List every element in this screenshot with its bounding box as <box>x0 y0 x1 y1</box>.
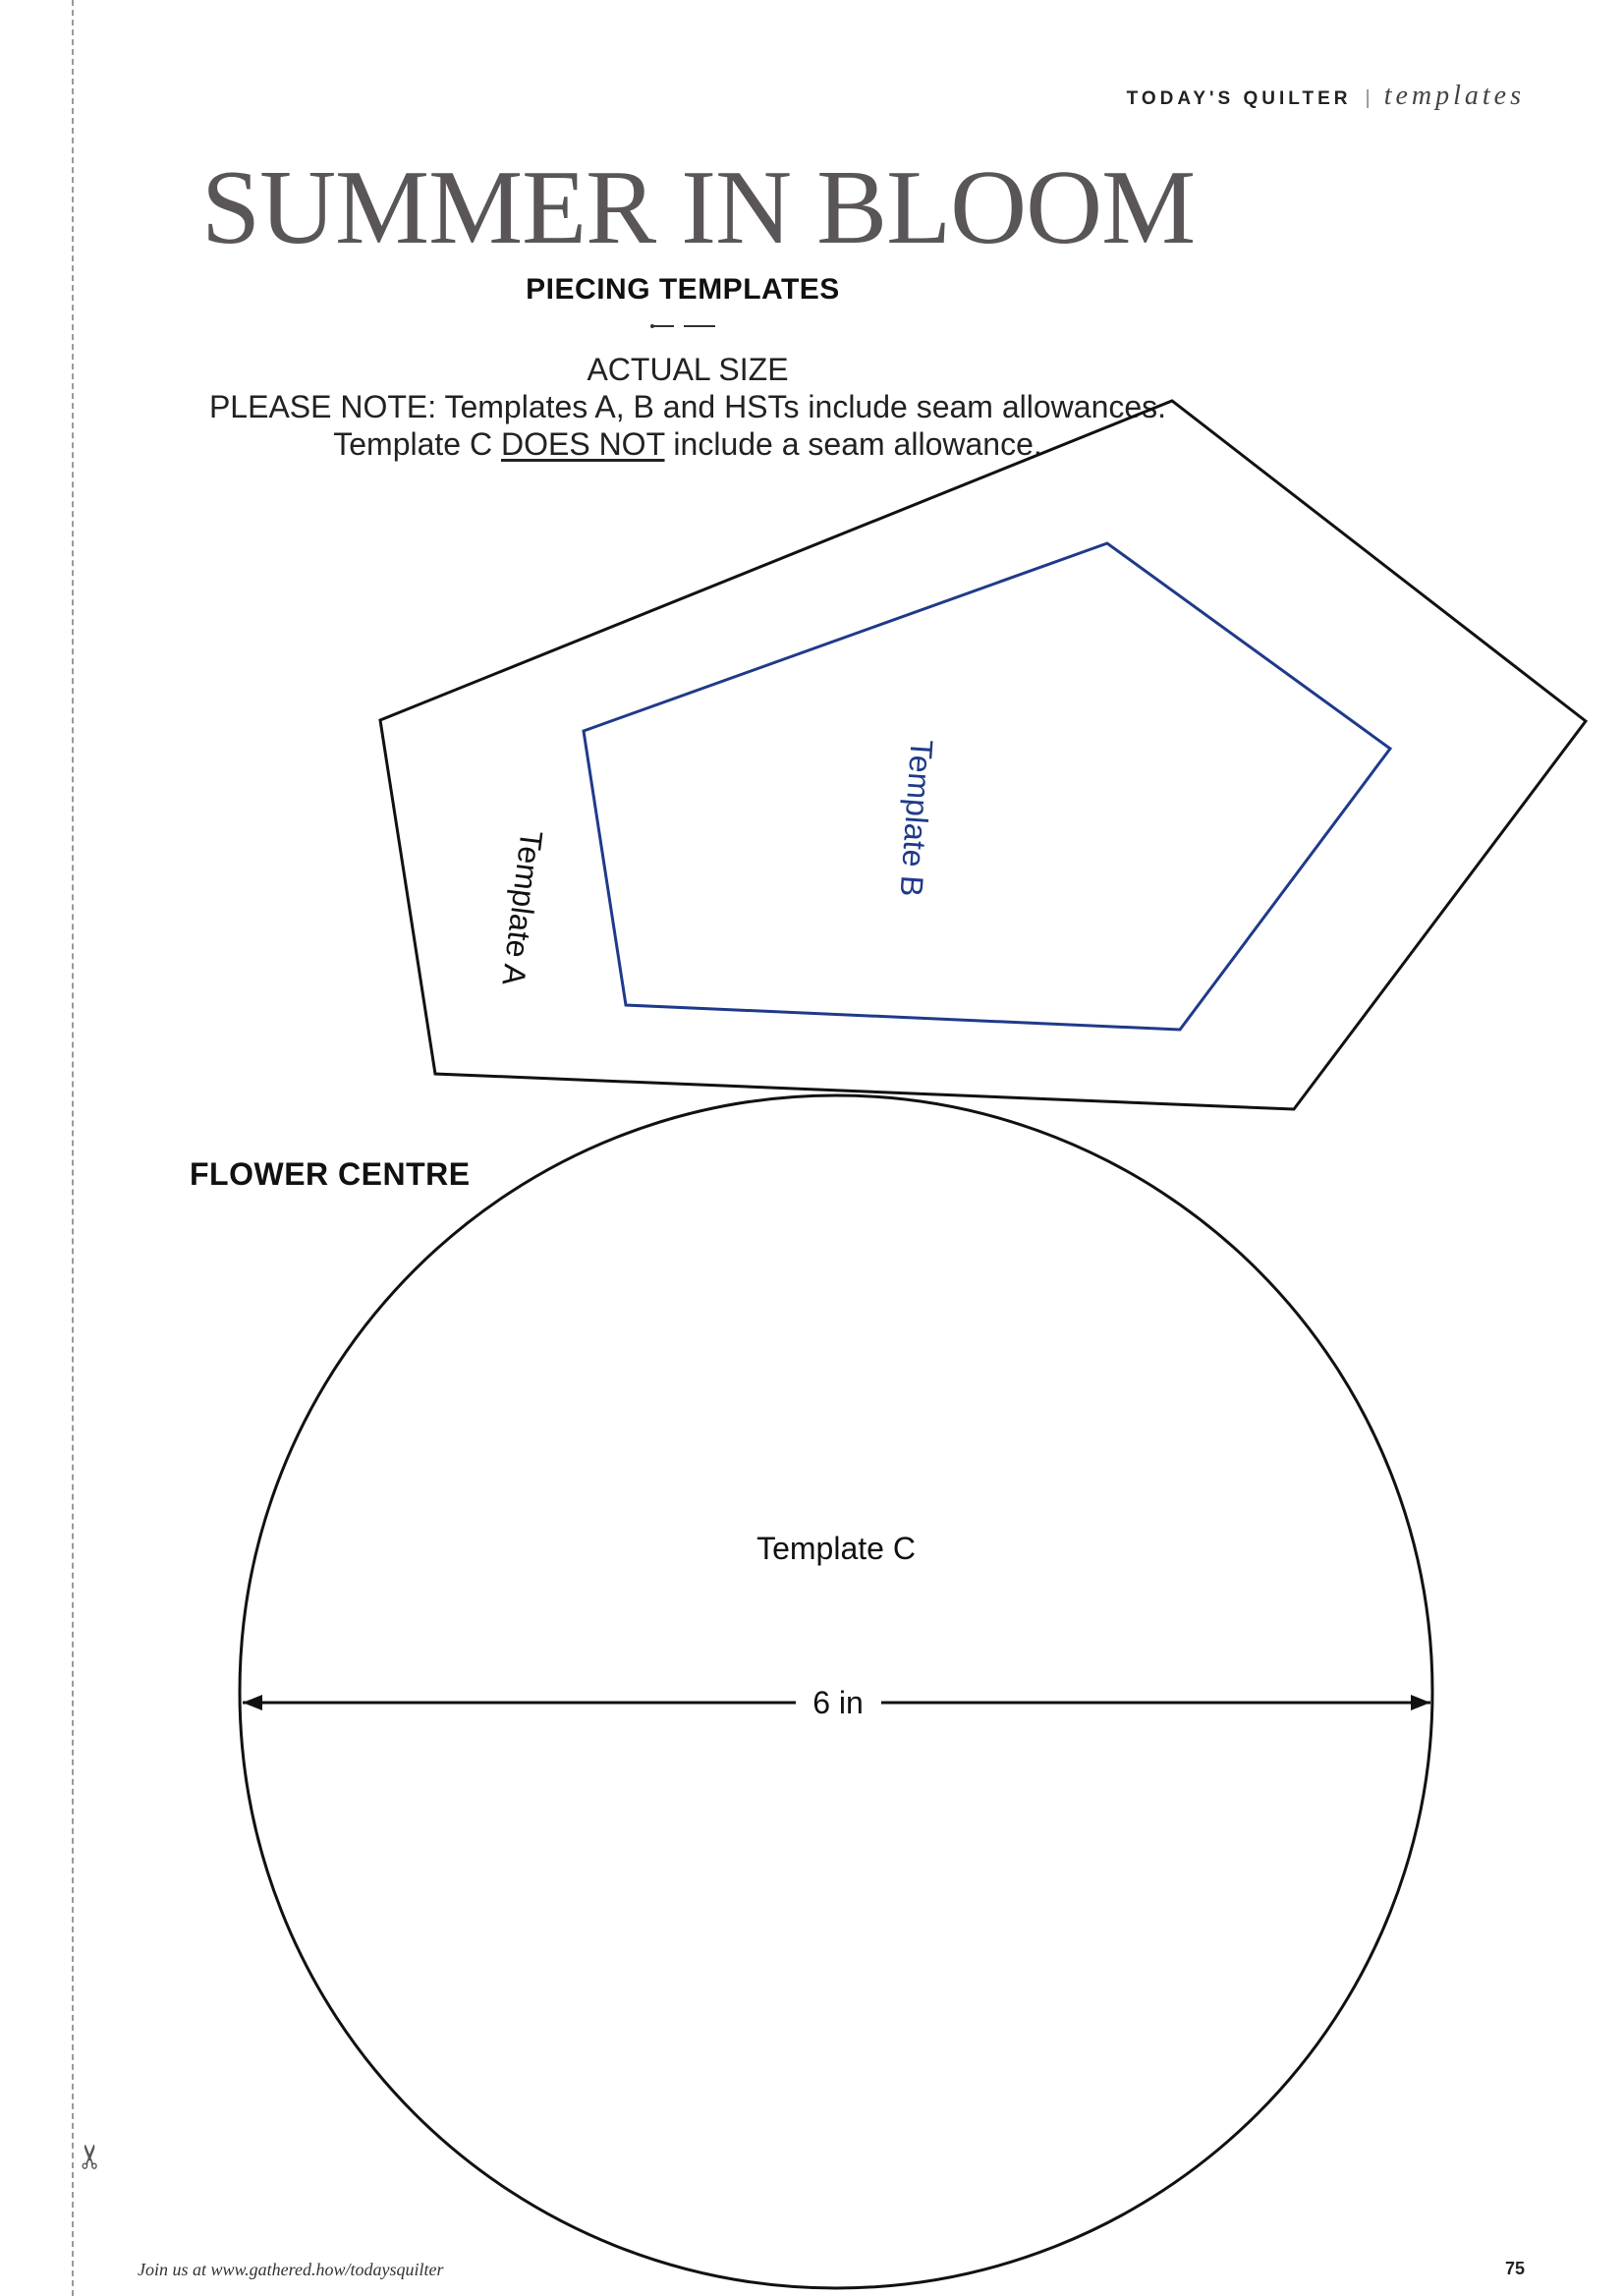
note-seam-allowance: PLEASE NOTE: Templates A, B and HSTs include seam allowances. <box>208 389 1167 424</box>
page-number: 75 <box>1504 2259 1525 2278</box>
template-b-shape <box>584 543 1390 1030</box>
template-a-label: Template A <box>495 828 550 988</box>
page-subtitle: PIECING TEMPLATES <box>526 273 840 306</box>
template-b-label: Template B <box>893 738 940 898</box>
dimension-label: 6 in <box>812 1685 864 1720</box>
note-emphasis: DOES NOT <box>500 426 665 462</box>
template-a-shape <box>380 401 1586 1109</box>
flower-centre-heading: FLOWER CENTRE <box>190 1156 471 1192</box>
template-c-label: Template C <box>756 1531 916 1566</box>
page-title: SUMMER IN BLOOM <box>201 149 1196 266</box>
footer-url: Join us at www.gathered.how/todaysquilter <box>138 2260 444 2279</box>
note-template-c: Template C DOES NOT include a seam allowance. <box>333 426 1042 462</box>
magazine-name: TODAY'S QUILTER <box>1126 88 1352 109</box>
section-name: templates <box>1383 81 1525 111</box>
note-actual-size: ACTUAL SIZE <box>587 352 789 387</box>
header-separator: | <box>1365 87 1371 109</box>
scissors-icon: ✂ <box>71 2142 111 2171</box>
